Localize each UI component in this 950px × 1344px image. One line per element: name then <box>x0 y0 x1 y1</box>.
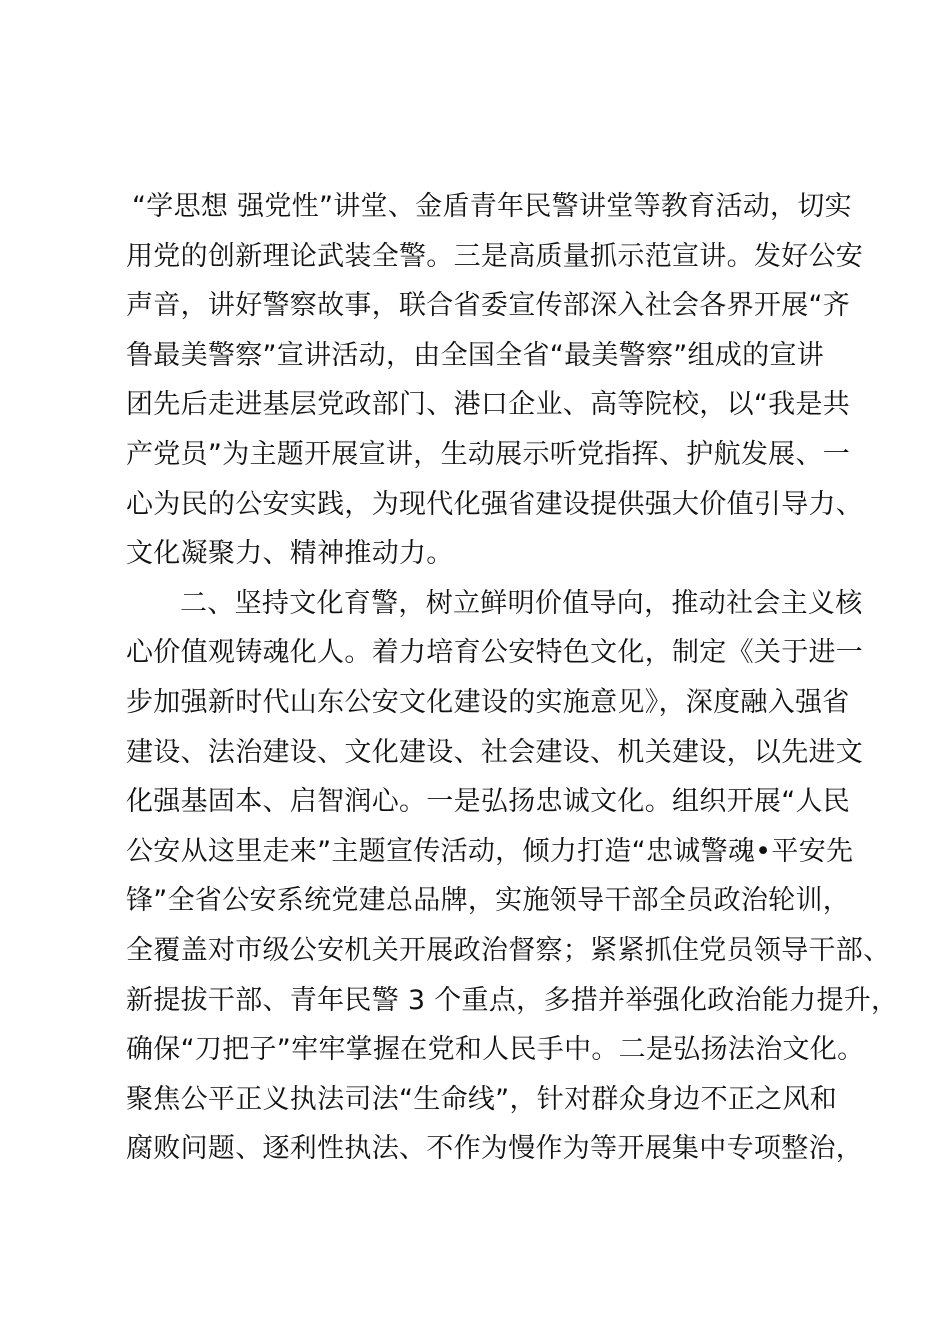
text-line: 腐败问题、逐利性执法、不作为慢作为等开展集中专项整治， <box>126 1133 864 1165</box>
text-line: 步加强新时代山东公安文化建设的实施意见》，深度融入强省 <box>126 686 850 718</box>
text-line: 锋”全省公安系统党建总品牌，实施领导干部全员政治轮训， <box>126 885 851 917</box>
text-line: 聚焦公平正义执法司法“生命线”，针对群众身边不正之风和 <box>126 1083 838 1115</box>
paragraph-heading-line: 二、坚持文化育警，树立鲜明价值导向，推动社会主义核 <box>180 587 863 619</box>
text-line: 声音，讲好警察故事，联合省委宣传部深入社会各界开展“齐 <box>126 290 851 322</box>
text-line: 鲁最美警察”宣讲活动，由全国全省“最美警察”组成的宣讲 <box>126 339 825 371</box>
text-line: 全覆盖对市级公安机关开展政治督察；紧紧抓住党员领导干部、 <box>126 934 891 966</box>
text-line: 确保“刀把子”牢牢掌握在党和人民手中。二是弘扬法治文化。 <box>126 1034 865 1066</box>
text-line: 建设、法治建设、文化建设、社会建设、机关建设，以先进文 <box>126 736 864 768</box>
text-line: 心为民的公安实践，为现代化强省建设提供强大价值引导力、 <box>126 488 864 520</box>
text-line: “学思想 强党性”讲堂、金盾青年民警讲堂等教育活动，切实 <box>132 191 852 222</box>
text-line: 团先后走进基层党政部门、港口企业、高等院校，以“我是共 <box>126 389 851 421</box>
text-line: 产党员”为主题开展宣讲，生动展示听党指挥、护航发展、一 <box>126 438 851 470</box>
text-line: 新提拔干部、青年民警 3 个重点，多措并举强化政治能力提升， <box>126 984 899 1016</box>
body-text <box>126 182 899 1174</box>
text-line: 心价值观铸魂化人。着力培育公安特色文化，制定《关于进一 <box>126 637 864 669</box>
text-line: 公安从这里走来”主题宣传活动，倾力打造“忠诚警魂•平安先 <box>126 835 854 867</box>
text-line: 用党的创新理论武装全警。三是高质量抓示范宣讲。发好公安 <box>126 240 864 272</box>
text-line: 化强基固本、启智润心。一是弘扬忠诚文化。组织开展“人民 <box>126 786 851 818</box>
text-line: 文化凝聚力、精神推动力。 <box>126 538 454 570</box>
